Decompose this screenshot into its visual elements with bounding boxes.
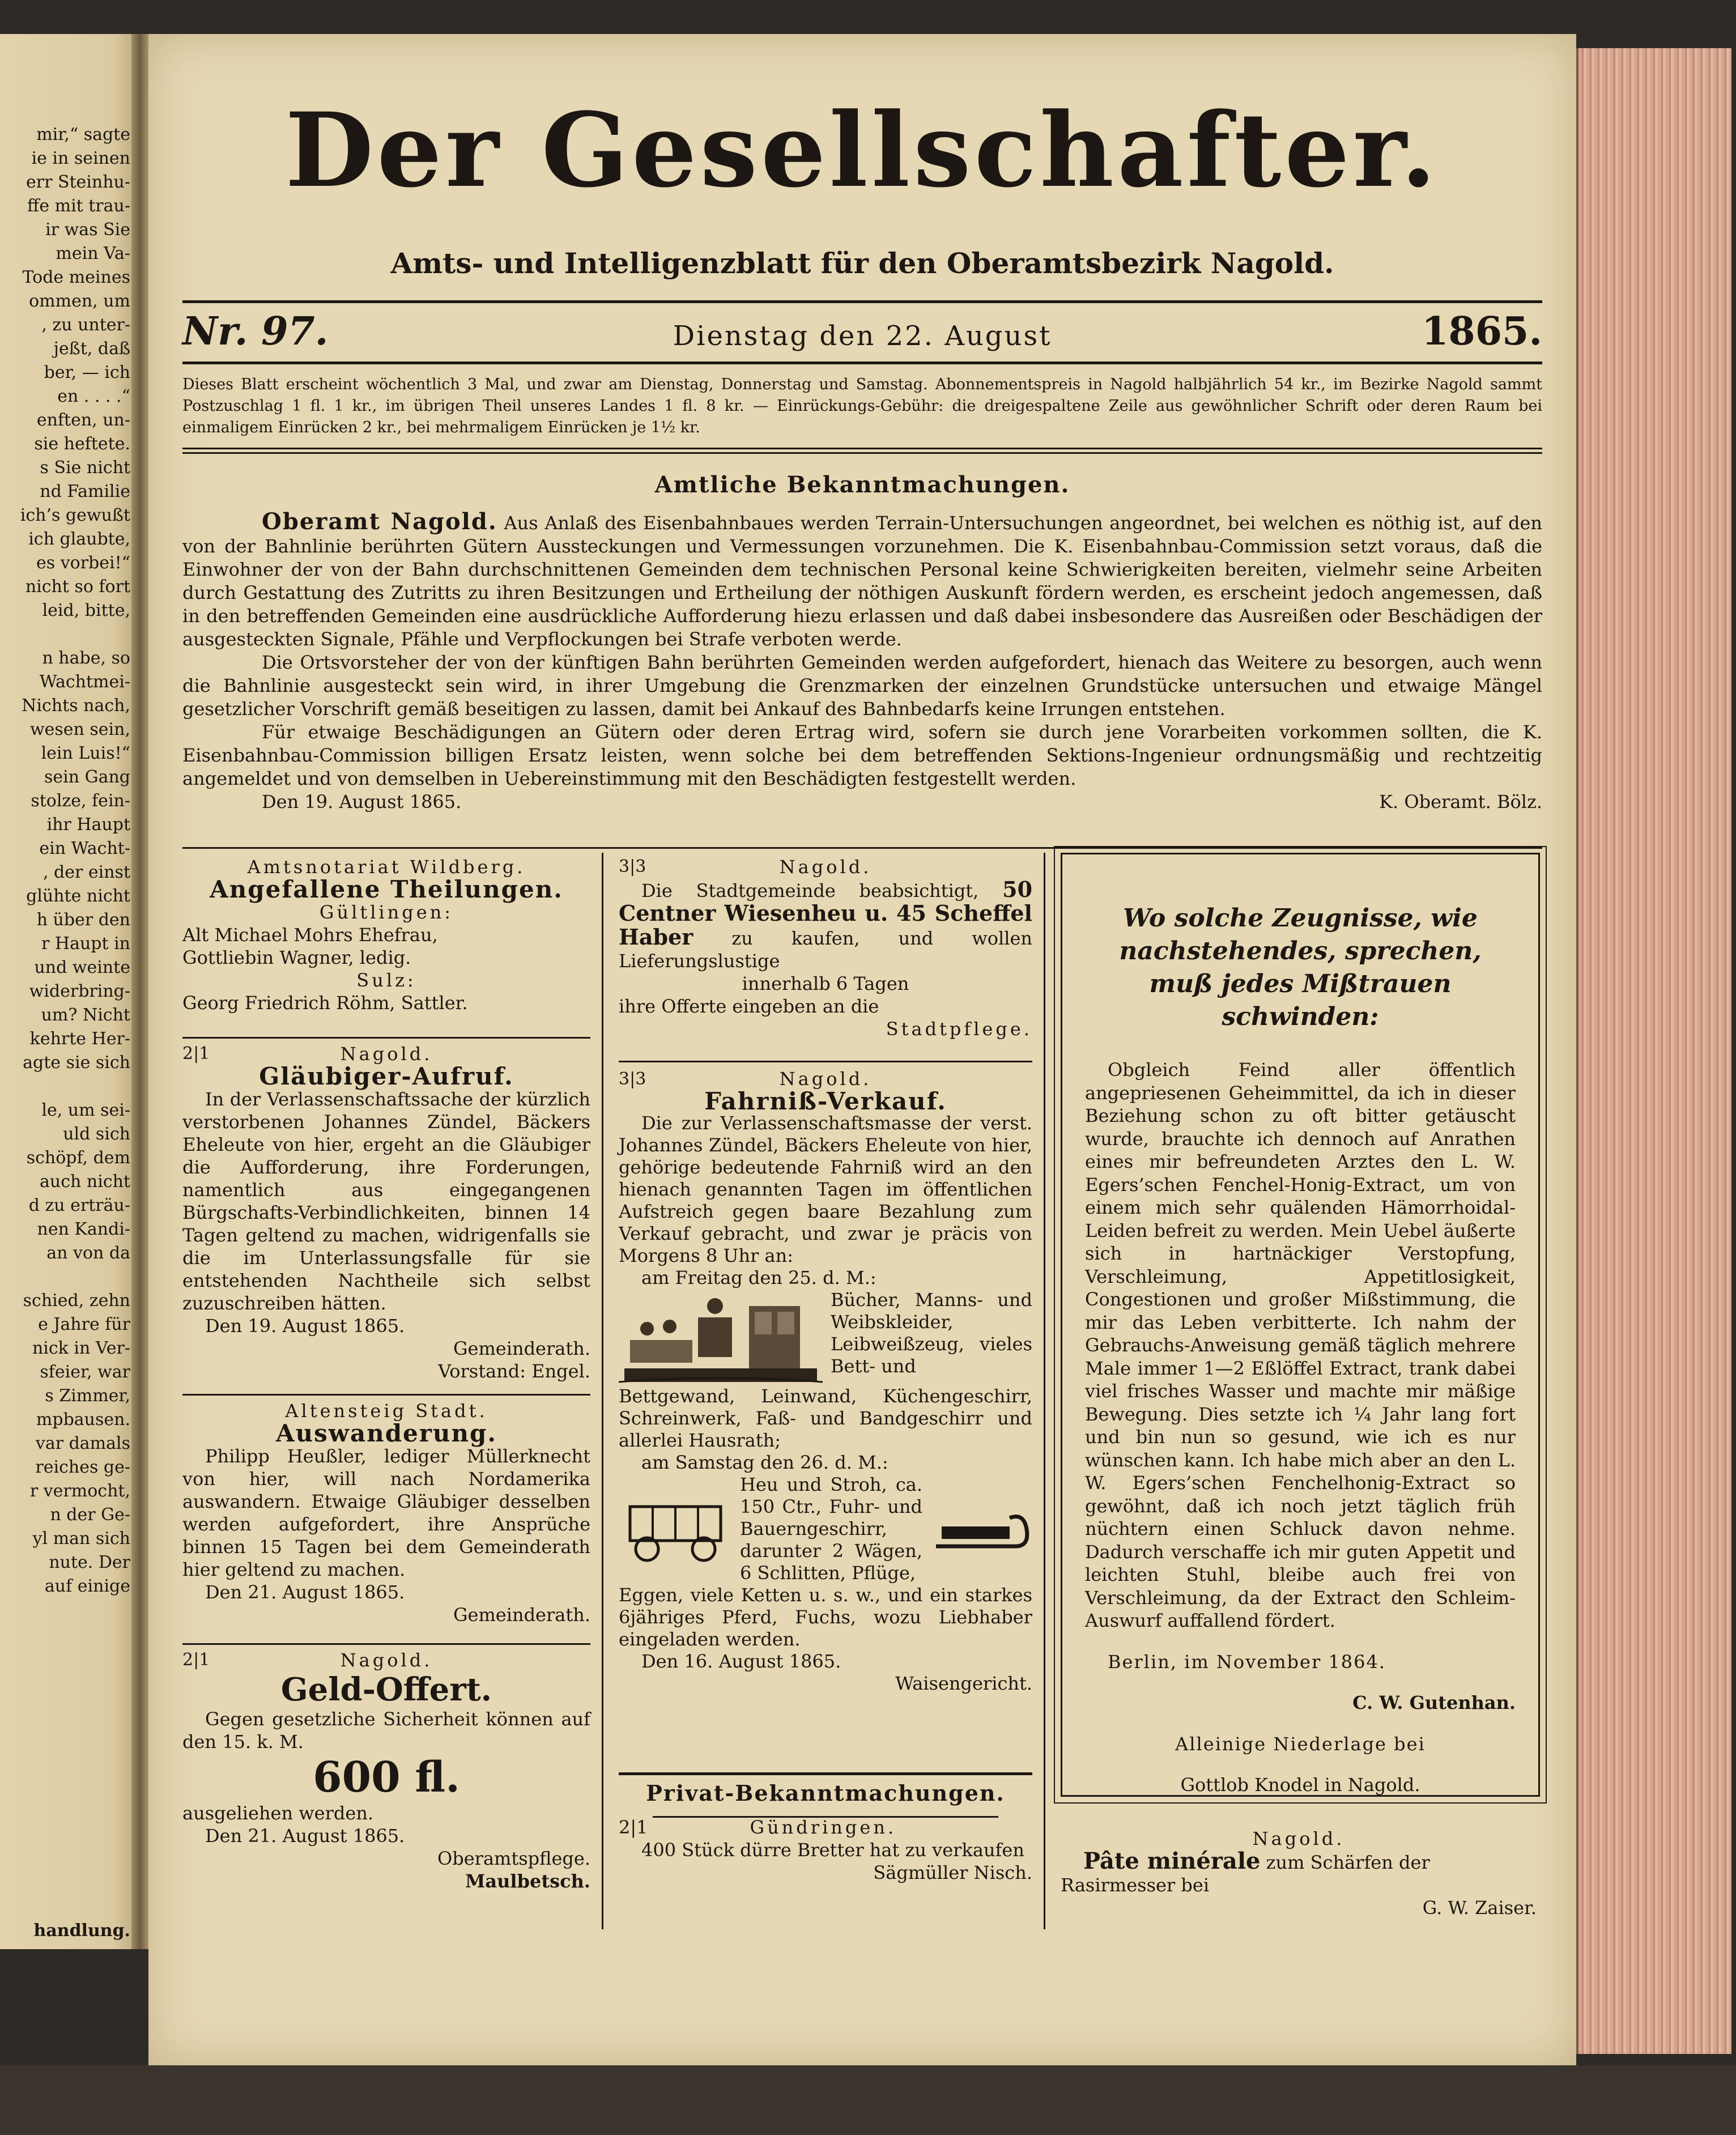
wildberg-title: Angefallene Theilungen. [210,875,563,903]
official-p2: Die Ortsvorsteher der von der künftigen Bahn berührten Gemeinden werden aufgefordert, hienach das Weitere zu besorgen, auch wenn die Bahnlinie ausgesteckt sein wird, in ihrer Umgebung die Grenzmarken der einzelnen Grundstücke untersuchen und etwaige Mängel gesetzlicher Vorschrift gemäß beseitigen zu lassen, damit bei Ankauf des Bahnbedarfs keine Irrungen entstehen. [182,652,1542,720]
geld-sig1: Oberamtspflege. [437,1848,590,1869]
testimonial-body: Obgleich Feind aller öffentlich angepriesenen Geheimmittel, da ich in dieser Beziehung schon zu oft bitter getäuscht wurde, brauchte ich dennoch auf Anrathen eines mir befreundeten Arztes den L. W. Egers’schen Fenchel-Honig-Extract, um von einem mich sehr quälenden Hämorrhoidal-Leiden befreit zu werden. Mein Uebel äußerte sich in hartnäckiger Verstopfung, Verschleimung, Appetitlosigkeit, Congestionen und großer Mißstimmung, die mir das Leben verbitterte. Ich nahm der Gebrauchs-Anweisung gemäß täglich mehrere Male immer 1—2 Eßlöffel Extract, trank dabei viel frisches Wasser und machte mir mäßige Bewegung. Dies setzte ich ¼ Jahr lang fort und bin nun so gesund, wie ich es nur wünschen kann. Ich habe mich aber an den L. W. Egers’schen Fenchelhonig-Extract so gewöhnt, daß ich noch jetzt täglich früh nüchtern einen Schluck davon nehme. Dadurch verschaffe ich mir guten Appetit und leichten Stuhl, bleibe auch frei von Verschleimung, da der Extract den Schleim-Auswurf auffallend fördert. [1085,1059,1516,1631]
private-body: 400 Stück dürre Bretter hat zu verkaufen [641,1839,1024,1861]
auswanderung-title: Auswanderung. [276,1419,497,1447]
left-page-line: glühte nicht [26,886,130,906]
official-signature: K. Oberamt. Bölz. [1379,791,1542,813]
left-page-line: nicht so fort [25,577,130,597]
glaeubiger-body: In der Verlassenschaftssache der kürzlich verstorbenen Johannes Zündel, Bäckers Eheleute von hier, ergeht an die Gläubiger die Aufforderung, ihre Forderungen, namentlich aus eingegangenen Bürgschafts-Verbindlichkeiten, binnen 14 Tagen geltend zu machen, widrigenfalls sie die im Unterlassungsfalle für sie entstehenden Nachtheile sich selbst zuzuschreiben hätten. [182,1088,590,1314]
glaeubiger-sig2: Vorstand: Engel. [438,1360,590,1382]
left-page-line: schied, zehn [23,1291,130,1311]
official-heading: Amtliche Bekanntmachungen. [654,471,1070,498]
left-page-line: en . . . .“ [57,386,130,406]
left-page-line: enften, un- [36,410,130,430]
left-page-line: nd Familie [40,482,130,501]
left-page-line: an von da [46,1243,130,1263]
stadt-line1: innerhalb 6 Tagen [742,973,909,994]
fahrniss-place: Nagold. [779,1068,872,1090]
wagon-illustration [619,1495,732,1563]
geld-place: Nagold. [340,1649,433,1671]
auswanderung-date: Den 21. August 1865. [205,1581,405,1603]
private-section [619,1782,1032,1884]
fahrniss-items1b: Bettgewand, Leinwand, Küchengeschirr, Schreinwerk, Faß- und Bandgeschirr und allerlei Hausrath; [619,1385,1032,1451]
fahrniss-sig: Waisengericht. [895,1673,1032,1694]
column-rule-2 [1044,853,1045,1929]
left-page-line: r vermocht, [29,1481,130,1501]
left-page-line: schöpf, dem [26,1148,130,1168]
notice-glaeubiger [182,1043,590,1383]
left-page-line: , der einst [42,862,130,882]
official-notice [182,510,1542,814]
left-page-line: uld sich [63,1124,130,1144]
left-page-line: e Jahre für [38,1315,130,1334]
left-page-line: ich glaubte, [28,529,130,549]
stadt-sig: Stadtpflege. [886,1018,1032,1040]
notice-auswanderung [182,1400,590,1626]
left-page-line: le, um sei- [41,1100,130,1120]
issue-date: Dienstag den 22. August [673,320,1052,352]
sled-illustration [930,1501,1032,1558]
left-page-line: nen Kandi- [37,1219,130,1239]
left-page-line: ommen, um [29,291,130,311]
stadt-tag: 3|3 [619,857,646,877]
wildberg-line1: Alt Michael Mohrs Ehefrau, [182,924,438,946]
left-page-line: yl man sich [32,1529,130,1549]
left-page-line: ir was Sie [45,220,130,240]
official-lead: Oberamt Nagold. [262,508,497,535]
stadt-body-pre: Die Stadtgemeinde beabsichtigt, [641,880,979,901]
left-page-line: stolze, fein- [31,791,130,811]
glaeubiger-tag: 2|1 [182,1044,210,1064]
left-page-line: mir,“ sagte [36,125,130,144]
wildberg-line3: Georg Friedrich Röhm, Sattler. [182,992,468,1014]
wildberg-line2: Gottliebin Wagner, ledig. [182,947,411,968]
geld-tag: 2|1 [182,1650,210,1670]
geld-title: Geld-Offert. [280,1671,492,1708]
notice-wildberg [182,856,590,1014]
private-sig: Sägmüller Nisch. [873,1862,1032,1883]
fahrniss-day2: am Samstag den 26. d. M.: [641,1452,888,1473]
left-page-line: leid, bitte, [42,601,130,620]
left-page-line: err Steinhu- [25,172,130,192]
column-rule-1 [602,853,603,1929]
pate-product: Pâte minérale [1083,1848,1261,1874]
wildberg-loc1: Gültlingen: [319,901,454,923]
glaeubiger-place: Nagold. [340,1043,433,1065]
pate-sig: G. W. Zaiser. [1422,1897,1537,1919]
left-page-line: sein Gang [44,767,130,787]
rule-columns [182,847,1542,849]
left-page-line: var damals [35,1434,130,1453]
page-edges [1576,48,1731,2054]
left-page-line: es vorbei!“ [36,553,130,573]
left-page-line: reiches ge- [35,1457,130,1477]
left-page-line: nick in Ver- [32,1338,130,1358]
left-page-line: kehrte Her- [29,1029,130,1049]
testimonial-agency1: Alleinige Niederlage bei [1175,1733,1426,1755]
glaeubiger-date: Den 19. August 1865. [205,1315,405,1337]
rule-c1-1 [182,1037,590,1039]
left-page-footer: handlung. [33,1921,130,1941]
fahrniss-items2b: Eggen, viele Ketten u. s. w., und ein starkes 6jähriges Pferd, Fuchs, wozu Liebhaber eingeladen werden. [619,1584,1032,1650]
notice-geld-offert [182,1649,590,1892]
fahrniss-body: Die zur Verlassenschaftsmasse der verst. Johannes Zündel, Bäckers Eheleute von hier, gehörige bedeutende Fahrniß wird an den hienach genannten Tagen im öffentlichen Aufstreich gegen baare Bezahlung zum Verkauf gebracht, und zwar je präcis von Morgens 8 Uhr an: [619,1112,1032,1266]
masthead-title: Der Gesellschafter. [285,91,1440,210]
official-p3: Für etwaige Beschädigungen an Gütern oder deren Ertrag wird, sofern sie durch jene Vorarbeiten vorkommen sollten, die K. Eisenbahnbau-Commission billigen Ersatz leisten, wenn solche bei dem betreffenden Sektions-Ingenieur ordnungsmäßig und rechtzeitig angemeldet und von demselben in Uebereinstimmung mit den Beschädigten festgestellt werden. [182,721,1542,789]
household-goods-illustration [619,1289,823,1385]
left-page-line: ihr Haupt [46,815,130,835]
notice-fahrniss [619,1068,1032,1695]
left-page-line: widerbring- [29,981,130,1001]
left-page-line: um? Nicht [41,1005,130,1025]
rule-double [182,448,1542,454]
fahrniss-title: Fahrniß-Verkauf. [704,1087,947,1115]
fahrniss-day1: am Freitag den 25. d. M.: [641,1267,876,1288]
stadt-place: Nagold. [779,856,872,878]
testimonial-box [1061,853,1540,1797]
fahrniss-items2a: Heu und Stroh, ca. 150 Ctr., Fuhr- und Bauerngeschirr, darunter 2 Wägen, 6 Schlitten, Pflüge, [740,1474,922,1584]
issue-year: 1865. [1422,309,1542,354]
book-gutter [131,34,148,1949]
testimonial-name: C. W. Gutenhan. [1352,1692,1516,1713]
left-page-line: ich’s gewußt [20,505,130,525]
left-page-line: s Zimmer, [45,1386,130,1406]
private-place: Gündringen. [750,1817,897,1838]
left-page-line: agte sie sich [23,1053,130,1073]
official-date: Den 19. August 1865. [262,791,462,813]
geld-body2: ausgeliehen werden. [182,1802,374,1824]
rule-c2-2 [619,1772,1032,1775]
left-page-line: mein Va- [56,244,130,263]
left-page-line: nute. Der [49,1553,130,1572]
left-page-line: mpbausen. [36,1410,130,1430]
left-page-line: auch nicht [40,1172,130,1192]
official-p1: Aus Anlaß des Eisenbahnbaues werden Terrain-Untersuchungen angeordnet, bei welchen es nöthig ist, auf den von der Bahnlinie berührten Gütern Aussteckungen und Vermessungen vorzunehmen. Die K. Eisenbahnbau-Commission setzt voraus, daß die Einwohner der von der Bahn durchschnittenen Gemeinden dem technischen Personal keine Schwierigkeiten bereiten, vielmehr seine Arbeiten durch Gestattung des Zutritts zu ihren Besitzungen und Ertheilung der nöthigen Auskunft fördern werden, es erscheint jedoch angemessen, daß in den betreffenden Gemeinden eine ausdrückliche Aufforderung hiezu erlassen und daß dabei insbesondere das Ausreißen oder Beschädigen der ausgesteckten Signale, Pfähle und Verpflockungen bei Strafe verboten werde. [182,512,1543,650]
wildberg-loc2: Sulz: [356,969,416,991]
left-page-line: s Sie nicht [40,458,130,478]
left-page-line: sfeier, war [40,1362,130,1382]
fahrniss-tag: 3|3 [619,1069,646,1089]
left-page-line: ber, — ich [44,363,130,382]
rule-c2-1 [619,1061,1032,1062]
left-page-line: wesen sein, [29,720,130,739]
testimonial-agency2: Gottlob Knodel in Nagold. [1180,1774,1420,1796]
left-page-line: ein Wacht- [39,839,130,858]
book-cover [0,2065,1736,2135]
fahrniss-items1a: Bücher, Manns- und Weibskleider, Leibweißzeug, vieles Bett- und [831,1289,1032,1377]
stadt-line2: ihre Offerte eingeben an die [619,996,879,1017]
stadt-body-post: zu kaufen, und wollen Lieferungslustige [619,928,1033,972]
left-page-line: jeßt, daß [53,339,130,359]
testimonial-place-date: Berlin, im November 1864. [1108,1651,1386,1673]
rule-c1-2 [182,1394,590,1396]
subscription-info: Dieses Blatt erscheint wöchentlich 3 Mal, und zwar am Dienstag, Donnerstag und Samstag. Abonnementspreis in Nagold halbjährlich 54 kr., im Bezirke Nagold sammt Postzuschlag 1 fl. 1 kr., im übrigen Theil unseres Landes 1 fl. 8 kr. — Einrückungs-Gebühr: die dreigespaltene Zeile aus gewöhnlicher Schrift oder deren Raum bei einmaligem Einrücken 2 kr., bei mehrmaligem Einrücken je 1½ kr. [182,376,1542,436]
left-page-line: Wachtmei- [39,672,130,692]
fahrniss-date: Den 16. August 1865. [641,1651,841,1672]
glaeubiger-title: Gläubiger-Aufruf. [259,1062,514,1090]
left-page-line: n der Ge- [50,1505,130,1525]
rule-dateline [182,361,1542,364]
left-page-line: und weinte [34,958,130,977]
private-tag: 2|1 [619,1817,648,1838]
private-heading: Privat-Bekanntmachungen. [646,1780,1005,1806]
pate-body: zum Schärfen der Rasirmesser bei [1061,1852,1430,1896]
geld-body: Gegen gesetzliche Sicherheit können auf den 15. k. M. [182,1708,590,1753]
notice-pate-minerale [1061,1827,1537,1919]
geld-amount: 600 fl. [313,1753,460,1802]
left-page-line: ffe mit trau- [27,196,130,216]
left-page-line: n habe, so [42,648,130,668]
rule-top [182,300,1542,303]
rule-private [653,1816,998,1818]
left-page-fragment [0,34,141,1949]
left-page-line: d zu erträu- [28,1196,130,1215]
left-page-line: auf einige [44,1576,130,1596]
left-page-line: lein Luis!“ [41,743,130,763]
wildberg-place: Amtsnotariat Wildberg. [247,856,526,878]
left-page-line: ie in seinen [31,148,130,168]
geld-date: Den 21. August 1865. [205,1825,405,1847]
left-page-line: r Haupt in [41,934,130,954]
auswanderung-body: Philipp Heußler, lediger Müllerknecht von hier, will nach Nordamerika auswandern. Etwaige Gläubiger desselben werden aufgefordert, ihre Ansprüche binnen 15 Tagen bei dem Gemeinderath hier geltend zu machen. [182,1445,590,1580]
testimonial-headline: Wo solche Zeugnisse, wie nachstehendes, sprechen, muß jedes Mißtrauen schwinden: [1119,904,1482,1031]
stadt-bold: 50 Centner Wiesenheu u. 45 Scheffel Haber [619,877,1033,950]
masthead-subtitle: Amts- und Intelligenzblatt für den Oberamtsbezirk Nagold. [390,246,1334,280]
left-page-line: Tode meines [22,267,130,287]
geld-sig2: Maulbetsch. [465,1870,590,1892]
pate-place: Nagold. [1252,1828,1345,1849]
issue-number: Nr. 97. [182,309,329,354]
left-page-line: Nichts nach, [22,696,130,716]
glaeubiger-sig1: Gemeinderath. [453,1338,590,1359]
left-page-line: , zu unter- [41,315,130,335]
newspaper-page [148,34,1576,2065]
notice-stadtgemeinde [619,856,1032,1040]
rule-c1-3 [182,1643,590,1645]
left-page-line: sie heftete. [34,434,130,454]
auswanderung-place: Altensteig Stadt. [285,1400,488,1422]
left-page-line: h über den [36,910,130,930]
auswanderung-sig: Gemeinderath. [453,1604,590,1626]
